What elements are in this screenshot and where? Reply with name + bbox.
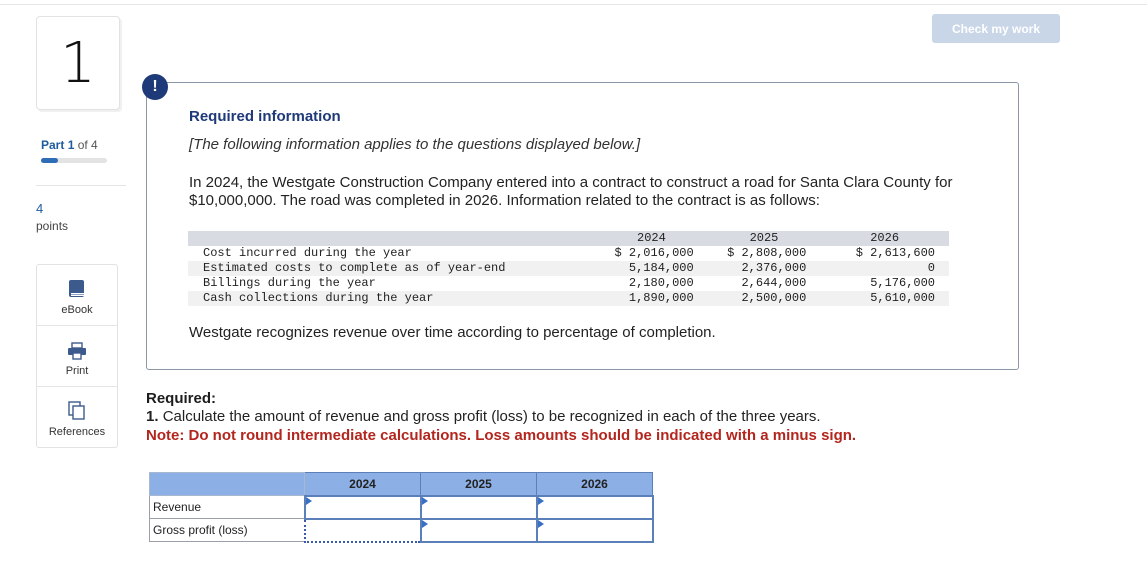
required-info-title: Required information xyxy=(189,108,341,125)
gross-profit-2024-cell[interactable] xyxy=(305,519,421,542)
applies-note: [The following information applies to the questions displayed below.] xyxy=(189,136,641,153)
dropdown-marker-icon xyxy=(306,497,312,505)
row-value: 5,176,000 xyxy=(870,276,935,290)
row-value: 2,376,000 xyxy=(708,261,821,276)
row-value: $ 2,613,600 xyxy=(855,246,935,260)
revenue-2026-input[interactable] xyxy=(538,497,652,518)
printer-icon xyxy=(67,342,87,360)
sidebar-divider xyxy=(36,185,126,186)
gross-profit-2024-input[interactable] xyxy=(306,520,420,541)
answer-column-header: 2024 xyxy=(305,473,421,496)
top-divider xyxy=(0,4,1147,5)
revenue-2025-cell[interactable] xyxy=(421,496,537,519)
print-button[interactable] xyxy=(37,326,117,387)
answer-column-header: 2025 xyxy=(421,473,537,496)
row-value: 5,184,000 xyxy=(595,261,708,276)
answer-table xyxy=(149,472,654,543)
revenue-2024-input[interactable] xyxy=(306,497,420,518)
revenue-2024-cell[interactable] xyxy=(305,496,421,519)
ebook-label: eBook xyxy=(61,304,93,316)
part-progress-bar xyxy=(41,158,107,163)
tools-panel xyxy=(36,264,118,448)
points-label: points xyxy=(36,219,69,233)
part-indicator xyxy=(41,138,98,152)
row-value: 2,500,000 xyxy=(708,291,821,306)
question-number[interactable]: 1 xyxy=(36,16,120,110)
row-value: $ 2,016,000 xyxy=(614,246,694,260)
dropdown-marker-icon xyxy=(538,520,544,528)
table-row xyxy=(188,246,949,261)
print-label: Print xyxy=(65,365,89,377)
part-number: 1 xyxy=(67,138,75,152)
gross-profit-2026-input[interactable] xyxy=(538,520,652,541)
answer-row-revenue xyxy=(150,496,653,519)
alert-icon: ! xyxy=(142,74,168,100)
answer-row-label: Revenue xyxy=(150,496,305,519)
table-row xyxy=(188,261,949,276)
row-value: $ 2,808,000 xyxy=(727,246,807,260)
part-of: of 4 xyxy=(77,138,98,152)
part-word: Part xyxy=(41,138,65,152)
table-header-row xyxy=(188,231,949,246)
row-label: Cash collections during the year xyxy=(188,291,595,306)
gross-profit-2025-cell[interactable] xyxy=(421,519,537,542)
row-label: Cost incurred during the year xyxy=(203,246,412,260)
contract-data-table xyxy=(188,231,949,306)
row-label: Estimated costs to complete as of year-end xyxy=(188,261,595,276)
required-item-text: Calculate the amount of revenue and gross profit (loss) to be recognized in each of the three years. xyxy=(162,408,821,425)
table-row xyxy=(188,276,949,291)
rounding-note: Note: Do not round intermediate calculations. Loss amounts should be indicated with a minus sign. xyxy=(146,427,857,444)
revenue-method-text: Westgate recognizes revenue over time according to percentage of completion. xyxy=(189,324,716,341)
required-item xyxy=(146,408,821,425)
dropdown-marker-icon xyxy=(538,497,544,505)
row-label: Billings during the year xyxy=(203,276,376,290)
references-label: References xyxy=(48,426,106,438)
dropdown-marker-icon xyxy=(422,520,428,528)
answer-header-row xyxy=(150,473,653,496)
year-header: 2024 xyxy=(595,231,708,246)
answer-row-gross-profit xyxy=(150,519,653,542)
gross-profit-2025-input[interactable] xyxy=(422,520,536,541)
year-header: 2025 xyxy=(708,231,821,246)
references-icon xyxy=(68,401,86,421)
book-icon xyxy=(68,279,86,299)
required-item-number: 1. xyxy=(146,408,159,425)
table-row xyxy=(188,291,949,306)
check-my-work-button[interactable]: Check my work xyxy=(932,14,1060,43)
required-heading: Required: xyxy=(146,390,217,407)
year-header: 2026 xyxy=(820,231,949,246)
points-value: 4 xyxy=(36,201,44,216)
row-value: 2,644,000 xyxy=(741,276,807,290)
row-value: 1,890,000 xyxy=(595,291,708,306)
ebook-button[interactable] xyxy=(37,265,117,326)
row-value: 2,180,000 xyxy=(628,276,694,290)
part-progress-fill xyxy=(41,158,58,163)
gross-profit-2026-cell[interactable] xyxy=(537,519,653,542)
row-value: 0 xyxy=(820,261,949,276)
row-value: 5,610,000 xyxy=(820,291,949,306)
revenue-2026-cell[interactable] xyxy=(537,496,653,519)
references-button[interactable] xyxy=(37,387,117,447)
revenue-2025-input[interactable] xyxy=(422,497,536,518)
answer-column-header: 2026 xyxy=(537,473,653,496)
dropdown-marker-icon xyxy=(422,497,428,505)
intro-text: In 2024, the Westgate Construction Company entered into a contract to construct a road for Santa Clara County for $10,000,000. The road was completed in 2026. Information related to the contract is as follows: xyxy=(189,174,953,209)
answer-row-label: Gross profit (loss) xyxy=(150,519,305,542)
